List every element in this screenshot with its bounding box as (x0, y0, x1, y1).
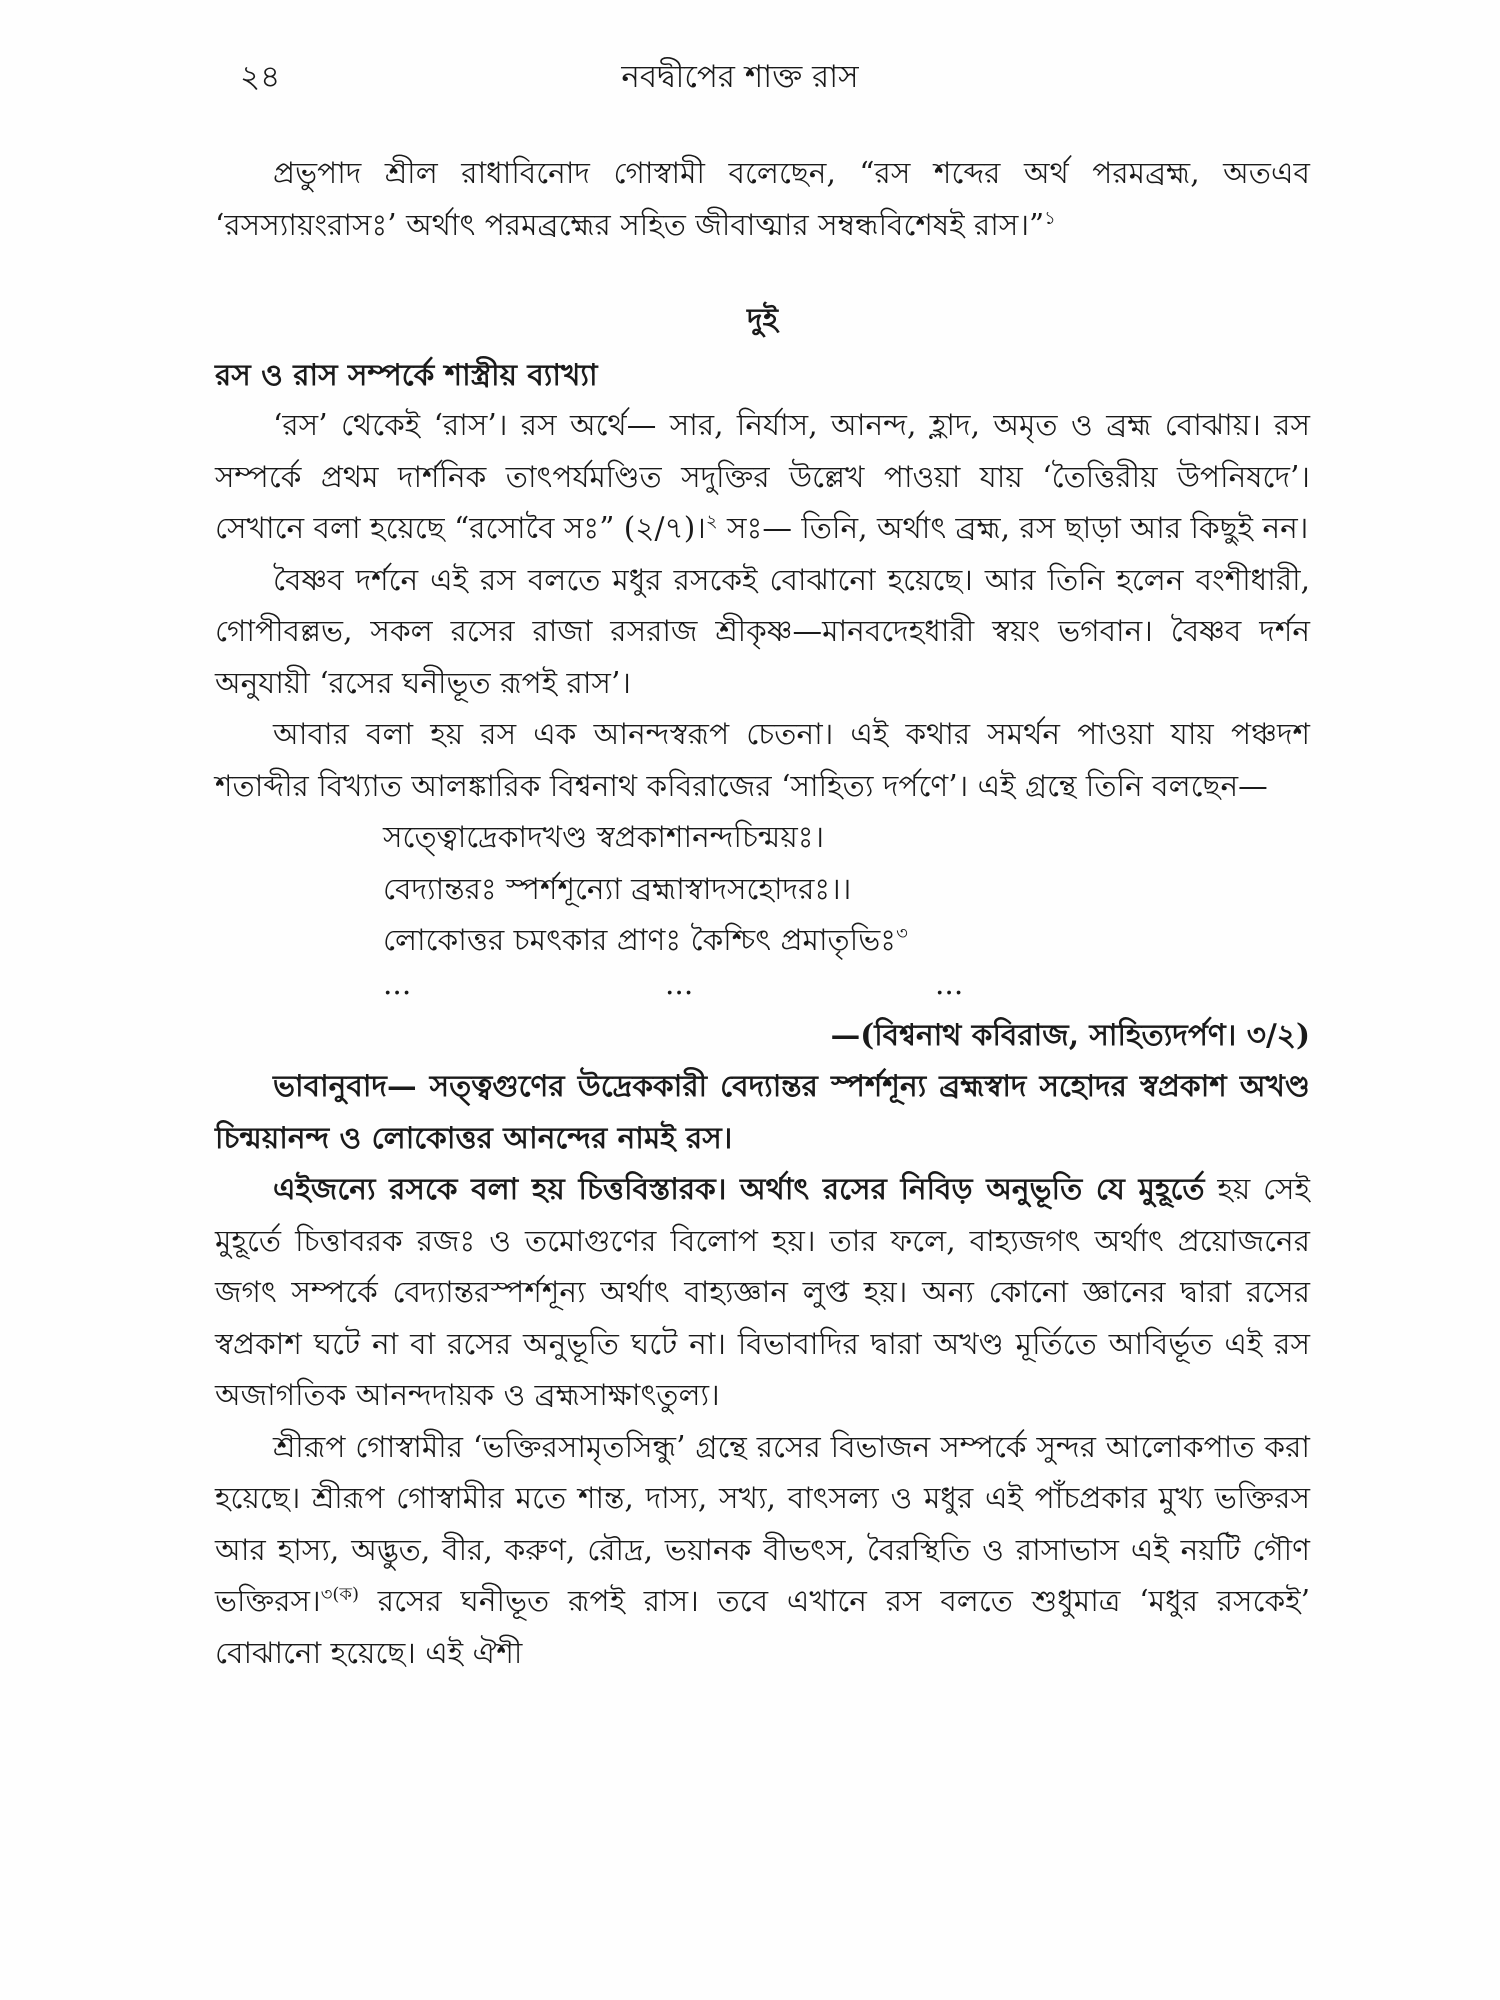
running-title: নবদ্বীপের শাক্ত রাস (621, 59, 859, 95)
ellipsis-2: ... (665, 966, 694, 1001)
verse-line-3 (383, 915, 1310, 967)
paragraph-2-text-b: সঃ— তিনি, অর্থাৎ ব্রহ্ম, রস ছাড়া আর কিছুই নন। (717, 511, 1309, 545)
paragraph-1 (215, 148, 1310, 251)
paragraph-1-text: প্রভুপাদ শ্রীল রাধাবিনোদ গোস্বামী বলেছেন, “রস শব্দের অর্থ পরমব্রহ্ম, অতএব ‘রসস্যায়ংরাসঃ’ অর্থাৎ পরমব্রহ্মের সহিত জীবাত্মার সম্বন্ধবিশেষই রাস।” (215, 156, 1310, 242)
footnote-marker: ২ (705, 511, 718, 533)
paragraph-6 (215, 1163, 1310, 1422)
verse-ellipsis (215, 966, 1310, 1009)
section-title: রস ও রাস সম্পর্কে শাস্ত্রীয় ব্যাখ্যা (215, 356, 598, 392)
page-header (240, 52, 1240, 102)
paragraph-7-text-b: রসের ঘনীভূত রূপই রাস। তবে এখানে রস বলতে শুধুমাত্র ‘মধুর রসকেই’ বোঝানো হয়েছে। এই ঐশী (215, 1584, 1310, 1670)
verse-line-3-text: লোকোত্তর চমৎকার প্রাণঃ কৈশ্চিৎ প্রমাতৃভিঃ (383, 923, 897, 957)
verse-citation: —(বিশ্বনাথ কবিরাজ, সাহিত্যদর্পণ। ৩/২) (830, 1016, 1310, 1052)
spacer (215, 251, 1310, 293)
paragraph-5: ভাবানুবাদ— সত্ত্বগুণের উদ্রেককারী বেদ্যান্তর স্পর্শশূন্য ব্রহ্মস্বাদ সহোদর স্বপ্রকাশ অখণ্ড চিন্ময়ানন্দ ও লোকোত্তর আনন্দের নামই রস। (215, 1068, 1310, 1155)
ellipsis-3: ... (935, 966, 964, 1001)
paragraph-2-text-a: ‘রস’ থেকেই ‘রাস’। রস অর্থে— সার, নির্যাস, আনন্দ, হ্লাদ, অমৃত ও ব্রহ্ম বোঝায়। রস সম্পর্কে প্রথম দার্শনিক তাৎপর্যমণ্ডিত সদুক্তির উল্লেখ পাওয়া যায় ‘তৈত্তিরীয় উপনিষদে’। সেখানে বলা হয়েছে “রসোবৈ সঃ” (২/৭)। (215, 408, 1310, 545)
paragraph-4: আবার বলা হয় রস এক আনন্দস্বরূপ চেতনা। এই কথার সমর্থন পাওয়া যায় পঞ্চদশ শতাব্দীর বিখ্যাত আলঙ্কারিক বিশ্বনাথ কবিরাজের ‘সাহিত্য দর্পণে’। এই গ্রন্থে তিনি বলছেন— (215, 717, 1310, 803)
footnote-marker: ১ (1044, 207, 1056, 229)
paragraph-3: বৈষ্ণব দর্শনে এই রস বলতে মধুর রসকেই বোঝানো হয়েছে। আর তিনি হলেন বংশীধারী, গোপীবল্লভ, সকল রসের রাজা রসরাজ শ্রীকৃষ্ণ—মানবদেহধারী স্বয়ং ভগবান। বৈষ্ণব দর্শন অনুযায়ী ‘রসের ঘনীভূত রূপই রাস’। (215, 562, 1310, 700)
paragraph-6-text: হয় সেই মুহূর্তে চিত্তাবরক রজঃ ও তমোগুণের বিলোপ হয়। তার ফলে, বাহ্যজগৎ অর্থাৎ প্রয়োজনের জগৎ সম্পর্কে বেদ্যান্তরস্পর্শশূন্য অর্থাৎ বাহ্যজ্ঞান লুপ্ত হয়। অন্য কোনো জ্ঞানের দ্বারা রসের স্বপ্রকাশ ঘটে না বা রসের অনুভূতি ঘটে না। বিভাবাদির দ্বারা অখণ্ড মূর্তিতে আবির্ভূত এই রস অজাগতিক আনন্দদায়ক ও ব্রহ্মসাক্ষাৎতুল্য। (215, 1172, 1310, 1412)
page-number: ২৪ (240, 59, 281, 95)
ellipsis-1: ... (383, 966, 412, 1001)
section-number: দুই (747, 301, 778, 336)
verse-line-2: বেদ্যান্তরঃ স্পর্শশূন্যো ব্রহ্মাস্বাদসহোদরঃ।। (383, 871, 852, 906)
paragraph-7 (215, 1422, 1310, 1680)
paragraph-2 (215, 400, 1310, 555)
footnote-marker: ৩(ক) (320, 1584, 360, 1606)
verse-line-1: সত্ত্বোদ্রেকাদখণ্ড স্বপ্রকাশানন্দচিন্ময়ঃ। (383, 820, 825, 854)
paragraph-7-text-a: শ্রীরূপ গোস্বামীর ‘ভক্তিরসামৃতসিন্ধু’ গ্রন্থে রসের বিভাজন সম্পর্কে সুন্দর আলোকপাত করা হয়েছে। শ্রীরূপ গোস্বামীর মতে শান্ত, দাস্য, সখ্য, বাৎসল্য ও মধুর এই পাঁচপ্রকার মুখ্য ভক্তিরস আর হাস্য, অদ্ভুত, বীর, করুণ, রৌদ্র, ভয়ানক বীভৎস, বৈরস্থিতি ও রাসাভাস এই নয়টি গৌণ ভক্তিরস। (215, 1429, 1310, 1618)
body-text (215, 148, 1310, 1679)
paragraph-6-bold: এইজন্যে রসকে বলা হয় চিত্তবিস্তারক। অর্থাৎ রসের নিবিড় অনুভূতি যে মুহূর্তে (273, 1171, 1205, 1206)
footnote-marker: ৩ (896, 923, 908, 945)
